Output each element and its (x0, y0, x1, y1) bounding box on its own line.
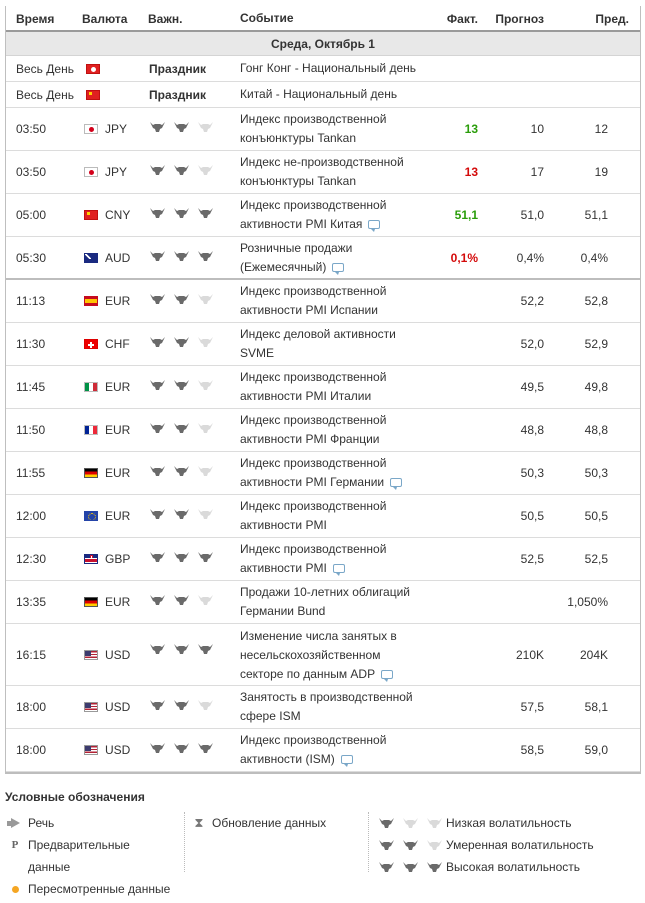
event-previous: 12 (594, 122, 608, 136)
importance-bulls (149, 581, 229, 623)
event-line: активности PMI Германии (240, 475, 385, 489)
bull-icon (378, 839, 395, 851)
event-forecast: 49,5 (520, 380, 544, 394)
bull-icon (149, 643, 166, 655)
bull-icon (173, 594, 190, 606)
economic-calendar (5, 6, 641, 774)
event-line: Изменение числа занятых в (240, 629, 397, 643)
bull-icon (402, 817, 419, 829)
bull-icon (149, 551, 166, 563)
bull-icon (173, 164, 190, 176)
event-forecast: 10 (530, 122, 544, 136)
event-time: 11:13 (16, 294, 46, 308)
importance-bulls (149, 624, 229, 685)
legend-low-label: Низкая волатильность (446, 816, 572, 830)
event-time: 03:50 (16, 122, 47, 136)
event-row[interactable] (6, 686, 640, 729)
importance-bulls (149, 729, 229, 771)
event-title[interactable] (240, 409, 430, 451)
event-line: Индекс производственной (240, 370, 387, 384)
legend-preliminary-line1: Предварительные (28, 838, 130, 852)
bull-icon (402, 839, 419, 851)
event-previous: 59,0 (584, 743, 608, 757)
event-title[interactable] (240, 108, 430, 150)
event-row[interactable] (6, 194, 640, 237)
legend-moderate-label: Умеренная волатильность (446, 838, 594, 852)
legend-revised-label: Пересмотренные данные (28, 882, 171, 896)
flag-icon (84, 409, 102, 451)
event-title[interactable] (240, 151, 430, 193)
importance-bulls (149, 323, 229, 365)
event-row[interactable] (6, 151, 640, 194)
event-forecast: 48,8 (520, 423, 544, 437)
importance-bulls (149, 452, 229, 494)
legend-divider (368, 812, 369, 872)
bull-icon (402, 861, 419, 873)
event-row[interactable] (6, 409, 640, 452)
event-line: Германии Bund (240, 604, 326, 618)
header-time[interactable]: Время (16, 11, 55, 26)
importance-bulls (149, 538, 229, 580)
importance-bulls (149, 409, 229, 451)
event-line: SVME (240, 346, 275, 360)
bull-icon (173, 207, 190, 219)
event-time: 16:15 (16, 647, 47, 662)
event-line: секторе по данным ADP (240, 667, 376, 681)
event-line: активности PMI (240, 518, 327, 532)
event-forecast: 52,2 (520, 294, 544, 308)
event-previous: 58,1 (584, 700, 608, 714)
event-line: Индекс производственной (240, 198, 387, 212)
bull-icon (173, 643, 190, 655)
flag-icon (86, 56, 104, 81)
event-actual (426, 581, 478, 623)
event-title[interactable] (240, 538, 430, 580)
event-forecast: 51,0 (520, 208, 544, 222)
event-actual (426, 452, 478, 494)
event-previous: 51,1 (584, 208, 608, 222)
bull-icon (173, 742, 190, 754)
event-actual (426, 495, 478, 537)
legend-divider (184, 812, 185, 872)
flag-icon (84, 624, 102, 685)
header-actual[interactable]: Факт. (446, 11, 478, 26)
bull-icon (197, 742, 214, 754)
flag-icon (86, 82, 104, 107)
event-line: активности PMI Франции (240, 432, 380, 446)
event-row[interactable] (6, 581, 640, 624)
legend-high-label: Высокая волатильность (446, 860, 581, 874)
bull-icon (173, 465, 190, 477)
event-row[interactable] (6, 108, 640, 151)
event-currency: EUR (105, 509, 131, 523)
event-row[interactable] (6, 452, 640, 495)
header-currency[interactable]: Валюта (82, 11, 128, 26)
event-row[interactable] (6, 729, 640, 772)
event-forecast: 57,5 (520, 700, 544, 714)
bull-icon (149, 121, 166, 133)
importance-bulls (149, 108, 229, 150)
legend-moderate (378, 834, 594, 856)
event-title[interactable] (240, 729, 430, 771)
event-currency: USD (105, 743, 131, 757)
event-actual (426, 323, 478, 365)
event-time: 11:30 (16, 337, 46, 351)
event-title[interactable] (240, 237, 430, 278)
event-rows (6, 56, 640, 772)
bull-icon (197, 465, 214, 477)
bull-icon (378, 861, 395, 873)
event-time: 18:00 (16, 700, 47, 714)
bull-icon (149, 742, 166, 754)
bull-icon (197, 422, 214, 434)
event-time: 05:00 (16, 208, 47, 222)
legend-preliminary-line2: данные (28, 860, 71, 874)
event-currency: JPY (105, 122, 128, 136)
event-line: активности PMI Италии (240, 389, 372, 403)
legend-update (186, 812, 326, 834)
event-line: сфере ISM (240, 709, 301, 723)
flag-icon (84, 452, 102, 494)
event-currency: GBP (105, 552, 131, 566)
bull-icon (149, 293, 166, 305)
legend-preliminary (2, 834, 130, 878)
event-line: Индекс производственной (240, 456, 387, 470)
event-row[interactable] (6, 366, 640, 409)
event-time: 12:30 (16, 552, 47, 566)
flag-icon (84, 729, 102, 771)
event-currency: EUR (105, 423, 131, 437)
event-line: (Ежемесячный) (240, 260, 327, 274)
bull-icon (378, 817, 395, 829)
bull-icon (149, 207, 166, 219)
importance-bulls (149, 686, 229, 728)
event-line: Индекс производственной (240, 499, 387, 513)
event-time: 12:00 (16, 509, 47, 523)
revised-dot-icon (12, 886, 19, 893)
importance-bulls (149, 280, 229, 322)
event-forecast: 52,0 (520, 337, 544, 351)
bull-icon (197, 594, 214, 606)
bull-icon (197, 379, 214, 391)
bull-icon (197, 293, 214, 305)
flag-icon (84, 495, 102, 537)
legend-title: Условные обозначения (5, 790, 145, 804)
holiday-time: Весь День (16, 87, 74, 102)
flag-icon (84, 194, 102, 236)
header-forecast[interactable]: Прогноз (495, 11, 544, 26)
event-line: Индекс производственной (240, 733, 387, 747)
event-time: 18:00 (16, 743, 47, 757)
event-forecast: 50,5 (520, 509, 544, 523)
event-line: активности PMI (240, 561, 327, 575)
event-row[interactable] (6, 495, 640, 538)
event-line: конъюнктуры Tankan (240, 174, 357, 188)
event-time: 11:45 (16, 380, 46, 394)
bull-icon (173, 121, 190, 133)
event-forecast: 210K (515, 647, 544, 662)
bull-icon (197, 508, 214, 520)
preliminary-icon: P (11, 839, 19, 851)
legend-speech-label: Речь (28, 816, 55, 830)
holiday-row[interactable] (6, 82, 640, 108)
event-row[interactable] (6, 280, 640, 323)
event-actual (426, 729, 478, 771)
bull-icon (197, 699, 214, 711)
event-line: Индекс не-производственной (240, 155, 404, 169)
event-line: Индекс производственной (240, 542, 387, 556)
bull-icon (173, 699, 190, 711)
event-row[interactable] (6, 538, 640, 581)
event-time: 13:35 (16, 595, 47, 609)
hourglass-icon: ⧗ (194, 815, 204, 830)
moderate-volatility-icon (378, 834, 446, 851)
bull-icon (173, 250, 190, 262)
event-time: 03:50 (16, 165, 47, 179)
event-actual (426, 409, 478, 451)
importance-bulls (149, 366, 229, 408)
importance-bulls (149, 194, 229, 236)
event-title[interactable] (240, 366, 430, 408)
holiday-event: Китай - Национальный день (240, 87, 398, 101)
bull-icon (426, 839, 443, 851)
event-line: Индекс производственной (240, 284, 387, 298)
flag-icon (84, 686, 102, 728)
event-currency: USD (105, 647, 131, 662)
event-title[interactable] (240, 280, 430, 322)
event-previous: 48,8 (584, 423, 608, 437)
event-previous: 50,3 (584, 466, 608, 480)
event-previous: 52,8 (584, 294, 608, 308)
event-actual (426, 624, 478, 685)
event-line: Продажи 10-летних облигаций (240, 585, 411, 599)
header-previous[interactable]: Пред. (595, 11, 629, 26)
bull-icon (197, 207, 214, 219)
event-time: 11:50 (16, 423, 46, 437)
bull-icon (173, 293, 190, 305)
legend-speech (2, 812, 54, 834)
bull-icon (149, 336, 166, 348)
legend-low (378, 812, 571, 834)
holiday-label: Праздник (149, 87, 206, 102)
bull-icon (149, 594, 166, 606)
bull-icon (149, 250, 166, 262)
holiday-row[interactable] (6, 56, 640, 82)
event-title[interactable] (240, 452, 430, 494)
flag-icon (84, 323, 102, 365)
header-event[interactable]: Событие (240, 11, 294, 25)
importance-bulls (149, 237, 229, 278)
bull-icon (197, 121, 214, 133)
event-line: Розничные продажи (240, 241, 353, 255)
event-row[interactable] (6, 323, 640, 366)
bull-icon (173, 379, 190, 391)
holiday-event: Гонг Конг - Национальный день (240, 61, 417, 75)
event-currency: EUR (105, 595, 131, 609)
event-forecast: 58,5 (520, 743, 544, 757)
bull-icon (173, 422, 190, 434)
event-forecast: 17 (530, 165, 544, 179)
bull-icon (149, 379, 166, 391)
legend-high (378, 856, 580, 878)
event-previous: 204K (579, 647, 608, 662)
bull-icon (149, 422, 166, 434)
event-row[interactable] (6, 237, 640, 280)
flag-icon (84, 151, 102, 193)
flag-icon (84, 108, 102, 150)
bull-icon (149, 508, 166, 520)
day-separator: Среда, Октябрь 1 (6, 32, 640, 56)
bull-icon (149, 465, 166, 477)
event-title[interactable] (240, 323, 430, 365)
legend-update-label: Обновление данных (212, 816, 327, 830)
event-forecast (486, 581, 544, 623)
legend-revised (2, 878, 170, 900)
event-currency: CNY (105, 208, 131, 222)
event-previous: 19 (594, 165, 608, 179)
bull-icon (173, 336, 190, 348)
event-previous: 1,050% (567, 595, 608, 609)
speaker-icon (7, 818, 23, 828)
event-previous: 50,5 (584, 509, 608, 523)
event-actual: 0,1% (450, 250, 478, 265)
holiday-label: Праздник (149, 61, 206, 76)
event-forecast: 50,3 (520, 466, 544, 480)
event-time: 05:30 (16, 250, 47, 265)
event-actual (426, 366, 478, 408)
event-line: Индекс производственной (240, 112, 387, 126)
low-volatility-icon (378, 812, 446, 829)
event-currency: USD (105, 700, 131, 714)
event-time: 11:55 (16, 466, 46, 480)
comment-icon[interactable] (333, 564, 345, 573)
holiday-time: Весь День (16, 61, 74, 76)
event-previous: 52,5 (584, 552, 608, 566)
event-actual: 13 (464, 165, 478, 179)
header-importance[interactable]: Важн. (148, 11, 183, 26)
event-previous: 49,8 (584, 380, 608, 394)
comment-icon[interactable] (368, 220, 380, 229)
event-line: несельскохозяйственном (240, 648, 381, 662)
event-actual (426, 538, 478, 580)
event-previous: 0,4% (580, 250, 608, 265)
event-actual (426, 280, 478, 322)
event-actual: 13 (464, 122, 478, 136)
bull-icon (197, 250, 214, 262)
comment-icon[interactable] (341, 755, 353, 764)
event-line: Индекс деловой активности (240, 327, 396, 341)
bull-icon (149, 164, 166, 176)
bull-icon (197, 643, 214, 655)
bull-icon (149, 699, 166, 711)
event-previous: 52,9 (584, 337, 608, 351)
event-currency: EUR (105, 466, 131, 480)
flag-icon (84, 237, 102, 278)
event-title[interactable] (240, 495, 430, 537)
flag-icon (84, 366, 102, 408)
flag-icon (84, 280, 102, 322)
event-line: активности PMI Испании (240, 303, 378, 317)
bull-icon (197, 164, 214, 176)
importance-bulls (149, 495, 229, 537)
flag-icon (84, 581, 102, 623)
event-line: Занятость в производственной (240, 690, 413, 704)
bull-icon (173, 551, 190, 563)
event-line: активности (ISM) (240, 752, 335, 766)
event-title[interactable] (240, 624, 430, 685)
comment-icon[interactable] (332, 263, 344, 272)
event-forecast: 52,5 (520, 552, 544, 566)
event-line: конъюнктуры Tankan (240, 131, 357, 145)
event-currency: CHF (105, 337, 130, 351)
event-actual (426, 686, 478, 728)
event-currency: JPY (105, 165, 128, 179)
flag-icon (84, 538, 102, 580)
bull-icon (197, 336, 214, 348)
event-currency: EUR (105, 294, 131, 308)
event-actual: 51,1 (454, 208, 478, 222)
event-currency: AUD (105, 250, 131, 265)
calendar-header (6, 6, 640, 32)
legend (0, 790, 645, 900)
importance-bulls (149, 151, 229, 193)
event-row[interactable] (6, 624, 640, 686)
bull-icon (173, 508, 190, 520)
event-title[interactable] (240, 686, 430, 728)
event-line: Индекс производственной (240, 413, 387, 427)
event-forecast: 0,4% (516, 250, 544, 265)
bull-icon (426, 817, 443, 829)
event-title[interactable] (240, 581, 430, 623)
event-line: активности PMI Китая (240, 217, 363, 231)
bull-icon (426, 861, 443, 873)
comment-icon[interactable] (390, 478, 402, 487)
high-volatility-icon (378, 856, 446, 873)
event-title[interactable] (240, 194, 430, 236)
bull-icon (197, 551, 214, 563)
comment-icon[interactable] (381, 670, 393, 679)
event-currency: EUR (105, 380, 131, 394)
